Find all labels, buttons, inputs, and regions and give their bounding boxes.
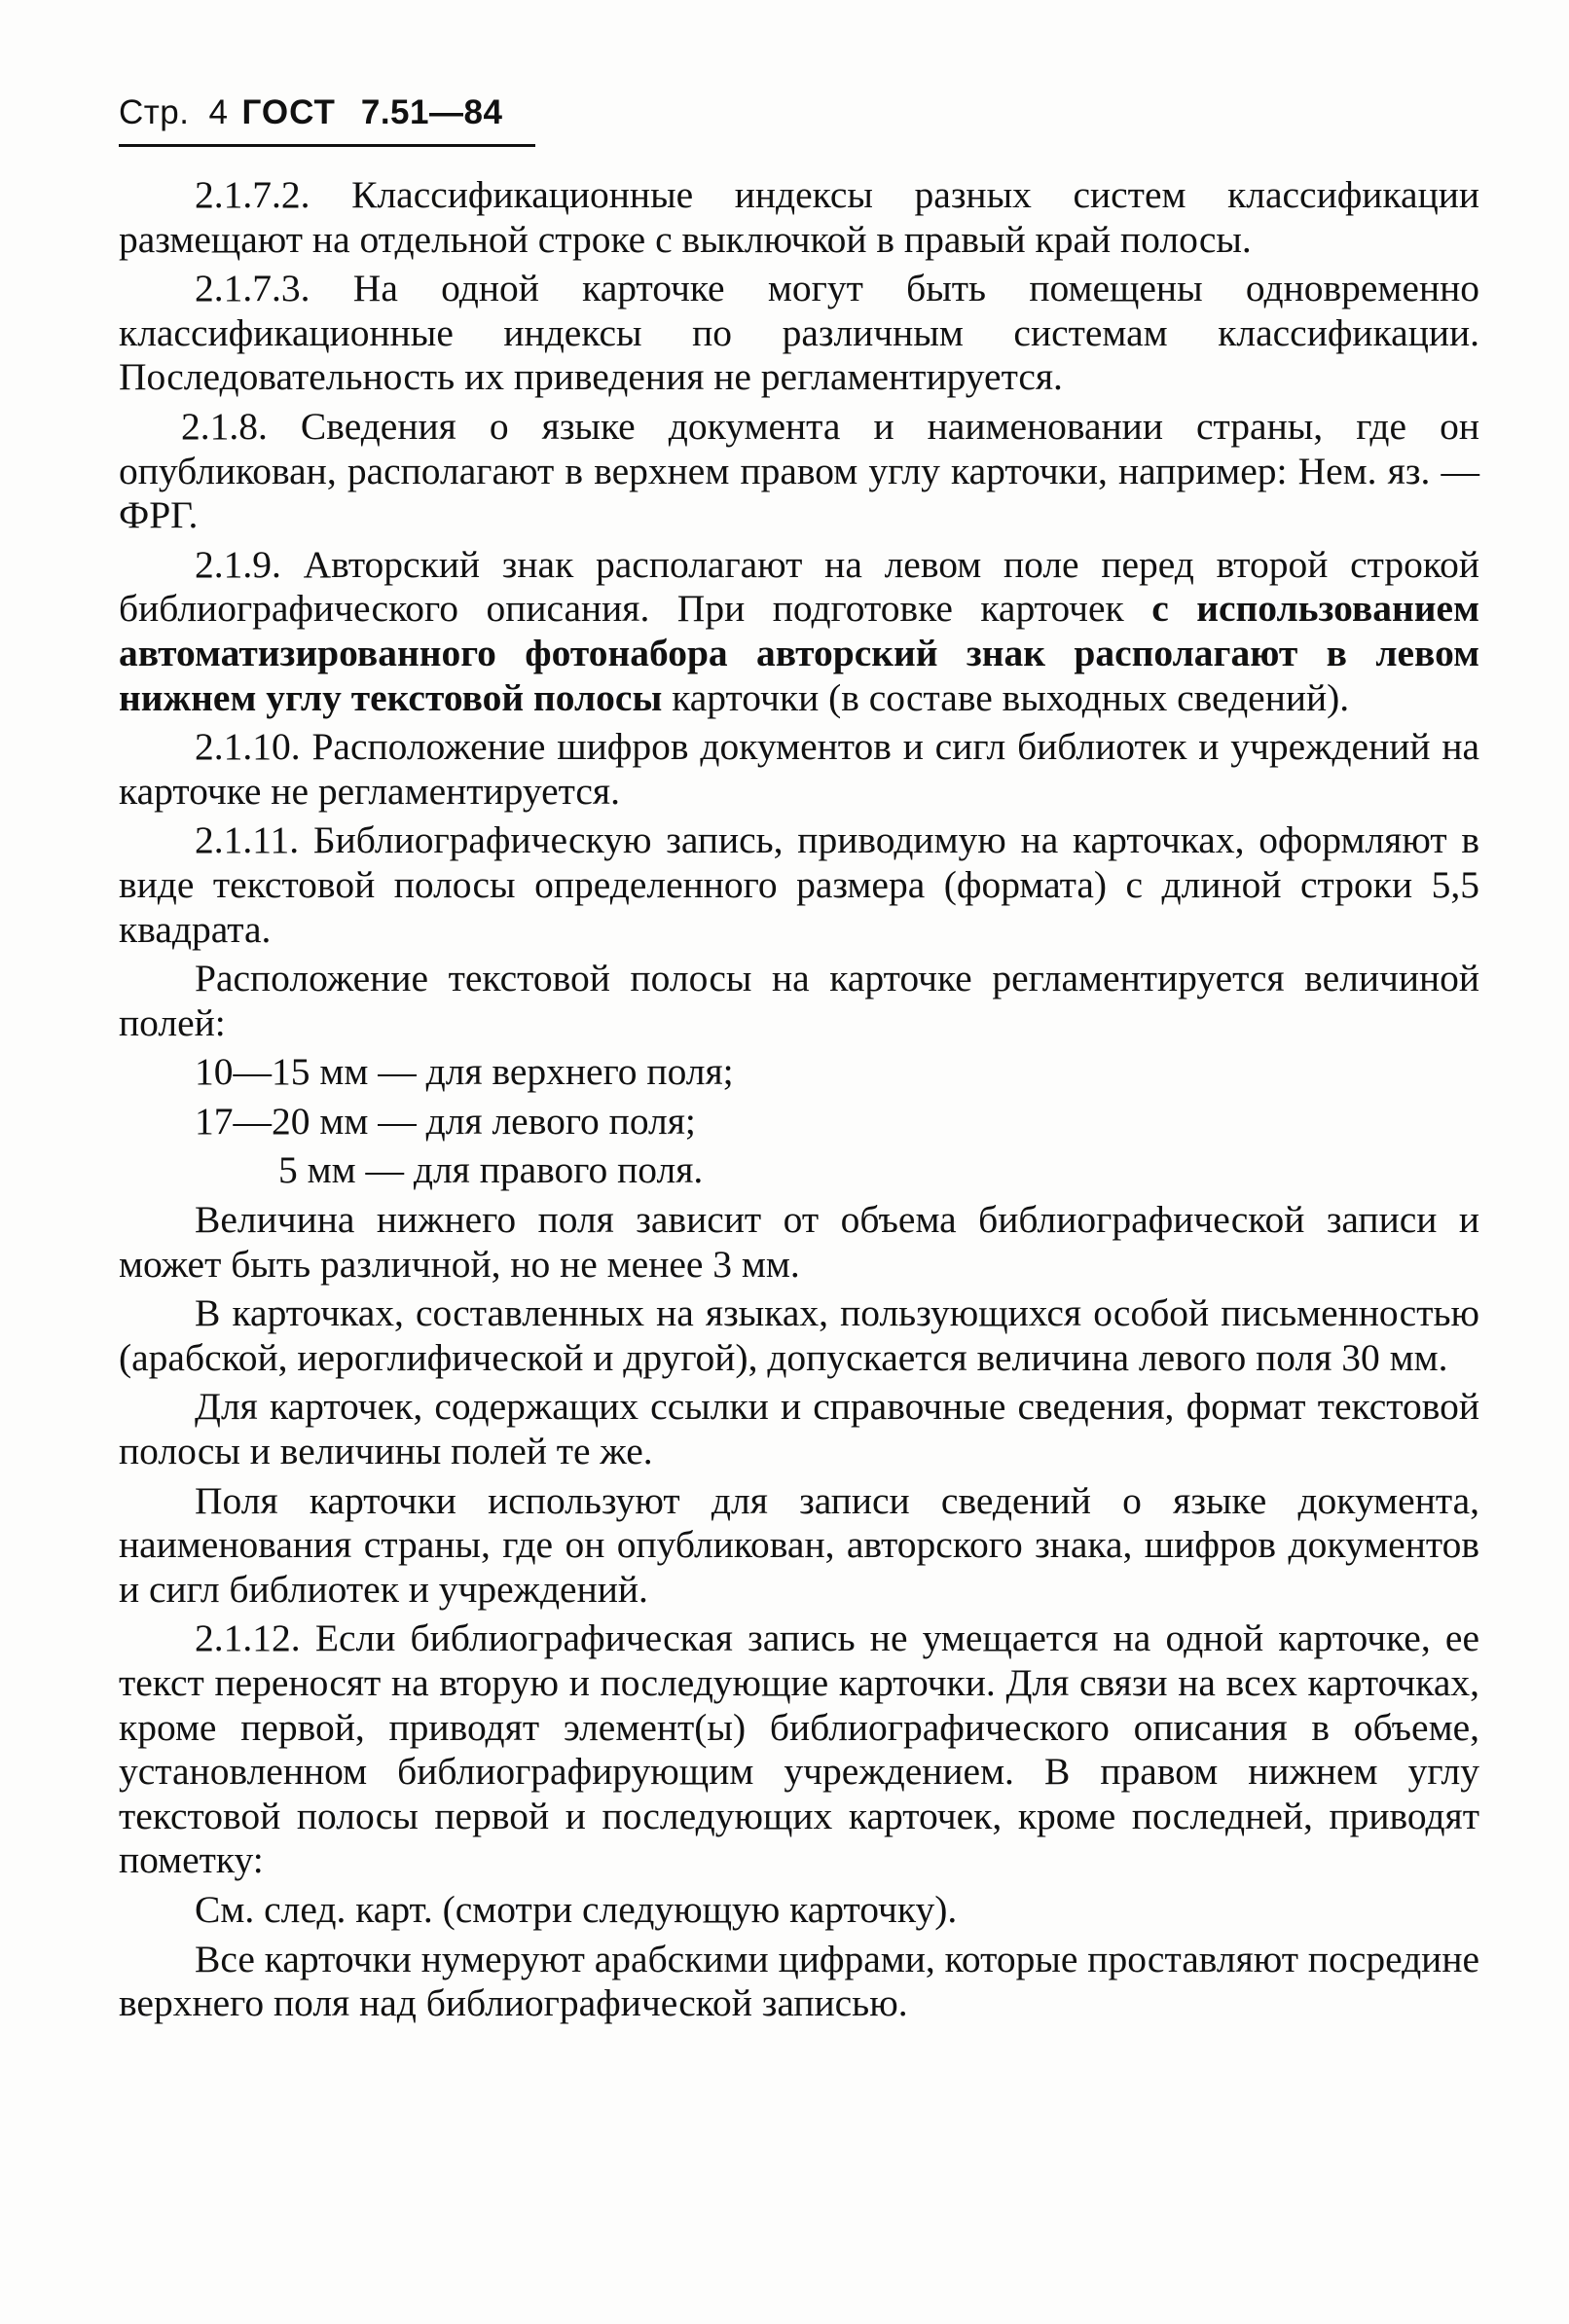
paragraph-2-1-11: 2.1.11. Библиографическую запись, приводимую на карточках, оформляют в виде текстовой полосы определенного размера (формата) с длиной строки 5,5 квадрата. [119, 818, 1479, 951]
paragraph-2-1-7-2: 2.1.7.2. Классификационные индексы разных систем классификации размещают на отдельной строке с выключкой в правый край полосы. [119, 173, 1479, 261]
margin-left-line: 17—20 мм — для левого поля; [195, 1099, 696, 1143]
paragraph-special-scripts: В карточках, составленных на языках, пользующихся особой письменностью (арабской, иероглифической и другой), допускается величина левого поля 30 мм. [119, 1291, 1479, 1379]
paragraph-2-1-9-end-text: карточки (в составе выходных сведений). [672, 675, 1350, 719]
paragraph-2-1-7-3: 2.1.7.3. На одной карточке могут быть помещены одновременно классификационные индексы по различным системам классификации. Последовательность их приведения не регламентируется. [119, 267, 1479, 399]
paragraph-2-1-9-text: 2.1.9. Авторский знак располагают на левом поле перед второй строкой библиографического описания. При подготовке карточек [119, 542, 1479, 631]
margin-right-line: 5 мм — для правого поля. [278, 1148, 704, 1192]
paragraph-2-1-9-bold-text: с использованием автоматизированного фотонабора авторский знак располагают в левом нижнем углу текстовой полосы [119, 587, 1479, 719]
paragraph-2-1-8: 2.1.8. Сведения о языке документа и наименовании страны, где он опубликован, располагают в верхнем правом углу карточки, например: Нем. яз. — ФРГ. [119, 404, 1479, 537]
document-body [119, 173, 1479, 2031]
paragraph-bottom-margin: Величина нижнего поля зависит от объема библиографической записи и может быть различной, но не менее 3 мм. [119, 1198, 1479, 1286]
standard-name: ГОСТ [241, 93, 336, 131]
paragraph-card-fields: Поля карточки используют для записи сведений о языке документа, наименования страны, где он опубликован, авторского знака, шифров документов и сигл библиотек и учреждений. [119, 1478, 1479, 1611]
paragraph-2-1-12: 2.1.12. Если библиографическая запись не умещается на одной карточке, ее текст переносят на вторую и последующие карточки. Для связи на всех карточках, кроме первой, приводят элемент(ы) библиографического описания в объеме, установленном библиографирующим учреждением. В правом нижнем углу текстовой полосы первой и последующих карточек, кроме последней, приводят пометку: [119, 1616, 1479, 1882]
page-header [119, 91, 502, 134]
paragraph-layout: Расположение текстовой полосы на карточке регламентируется величиной полей: [119, 957, 1479, 1044]
paragraph-reference-cards: Для карточек, содержащих ссылки и справочные сведения, формат текстовой полосы и величины полей те же. [119, 1385, 1479, 1473]
margin-top-line: 10—15 мм — для верхнего поля; [195, 1050, 734, 1094]
page-number: 4 [208, 93, 229, 131]
header-rule [119, 144, 535, 147]
standard-code: 7.51—84 [360, 93, 503, 131]
paragraph-2-1-9 [119, 543, 1479, 720]
page-label: Стр. [119, 93, 190, 131]
paragraph-see-next-card: См. след. карт. (смотри следующую карточку). [195, 1887, 958, 1931]
paragraph-2-1-10: 2.1.10. Расположение шифров документов и сигл библиотек и учреждений на карточке не регламентируется. [119, 725, 1479, 813]
paragraph-card-numbering: Все карточки нумеруют арабскими цифрами, которые проставляют посредине верхнего поля над библиографической записью. [119, 1937, 1479, 2025]
